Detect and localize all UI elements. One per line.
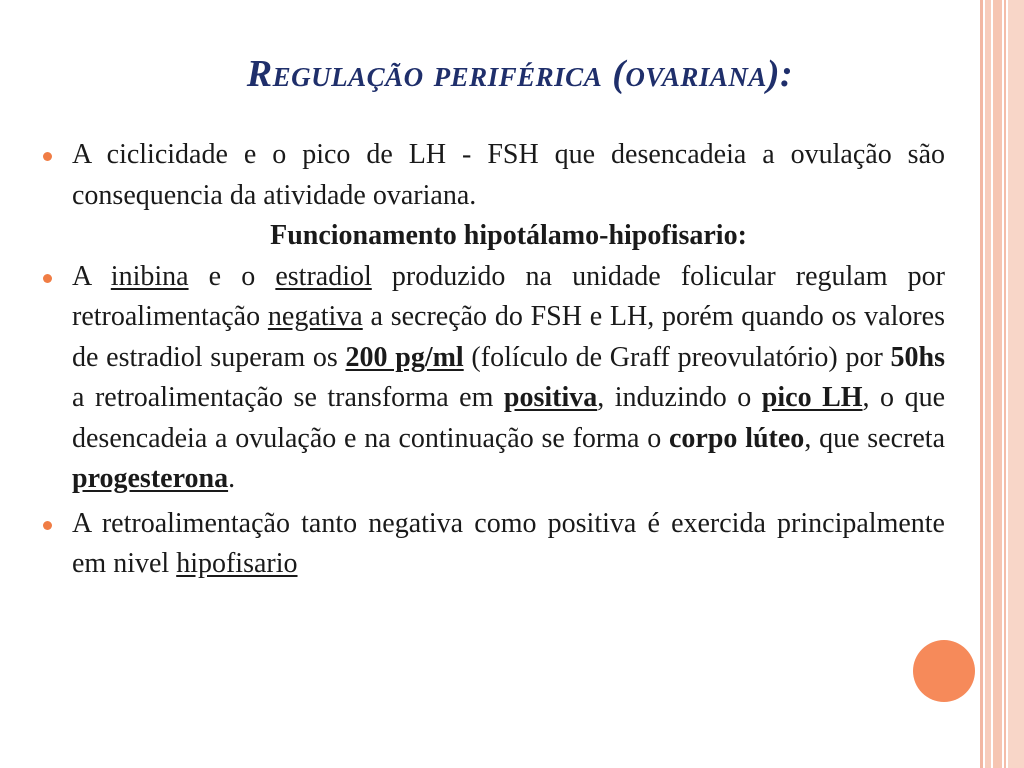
term-hipofisario: hipofisario bbox=[176, 548, 298, 579]
decorative-circle bbox=[913, 640, 975, 702]
text-run: (folículo de Graff preovulatório) por bbox=[463, 341, 891, 373]
decorative-stripe bbox=[980, 0, 983, 768]
term-negativa: negativa bbox=[267, 301, 363, 332]
term-progesterona: progesterona bbox=[72, 463, 229, 494]
subheading: Funcionamento hipotálamo-hipofisario: bbox=[270, 220, 747, 251]
text-run: , induzindo o bbox=[597, 382, 762, 413]
bullet-item-1 bbox=[40, 135, 945, 216]
decorative-stripe bbox=[1004, 0, 1006, 768]
bullet-icon bbox=[43, 152, 52, 161]
term-positiva: positiva bbox=[503, 382, 598, 413]
bullet-item-3 bbox=[40, 504, 945, 585]
text-run: , que secreta bbox=[804, 422, 945, 454]
bullet-item-2 bbox=[40, 257, 945, 500]
text-run: A retroalimentação tanto negativa como positiva é exercida principalmente em nivel bbox=[72, 507, 945, 579]
text-run: produzido na unidade folicular regulam por retroalimentação bbox=[72, 260, 945, 332]
decorative-stripe bbox=[985, 0, 991, 768]
slide-body bbox=[40, 135, 945, 585]
text-run: a secreção do FSH e LH, porém quando os valores de estradiol superam os bbox=[72, 301, 945, 373]
bullet-icon bbox=[43, 521, 52, 530]
slide-title: Regulação periférica (ovariana): bbox=[246, 53, 794, 95]
value-50hs: 50hs bbox=[890, 341, 945, 373]
bullet-icon bbox=[43, 274, 52, 283]
value-200-pg-ml: 200 pg/ml bbox=[345, 341, 464, 373]
decorative-stripe bbox=[993, 0, 1002, 768]
text-run: a retroalimentação se transforma em bbox=[72, 382, 504, 413]
text-run: . bbox=[228, 463, 236, 494]
text-run: A bbox=[72, 260, 111, 292]
term-inibina: inibina bbox=[110, 260, 189, 292]
text-run: e o bbox=[188, 260, 276, 292]
decorative-stripe bbox=[1008, 0, 1024, 768]
bullet-1-text: A ciclicidade e o pico de LH - FSH que desencadeia a ovulação são consequencia da atividade ovariana. bbox=[72, 139, 945, 211]
term-pico-lh: pico LH bbox=[761, 382, 863, 413]
term-corpo-luteo: corpo lúteo bbox=[669, 422, 805, 454]
text-run: , o que desencadeia a ovulação e na continuação se forma o bbox=[72, 382, 945, 454]
term-estradiol: estradiol bbox=[275, 260, 372, 292]
